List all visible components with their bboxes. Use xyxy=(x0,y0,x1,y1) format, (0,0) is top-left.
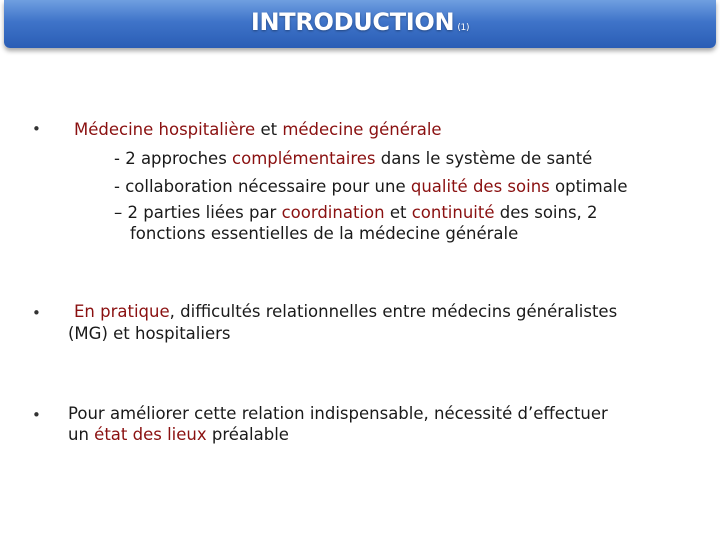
plain-text: et xyxy=(255,120,283,139)
emphasis-text: médecine générale xyxy=(282,120,442,139)
slide-title-text: INTRODUCTION xyxy=(250,8,455,36)
emphasis-text: Médecine hospitalière xyxy=(74,120,256,139)
bullet-1-line-2 xyxy=(114,173,628,201)
plain-text: dans le système de santé xyxy=(375,149,593,168)
plain-text: - collaboration nécessaire pour une xyxy=(114,177,411,196)
emphasis-text: continuité xyxy=(411,203,495,222)
plain-text: un xyxy=(68,425,95,444)
plain-text: (MG) et hospitaliers xyxy=(68,324,231,343)
emphasis-text: complémentaires xyxy=(232,149,376,168)
bullet-marker-1: • xyxy=(32,120,41,138)
plain-text: – 2 parties liées par xyxy=(114,203,282,222)
slide-title-note: (1) xyxy=(457,23,470,33)
emphasis-text: état des lieux xyxy=(94,425,207,444)
emphasis-text: coordination xyxy=(281,203,385,222)
bullet-marker-2: • xyxy=(32,304,41,322)
plain-text: - 2 approches xyxy=(114,149,233,168)
plain-text: préalable xyxy=(206,425,289,444)
emphasis-text: qualité des soins xyxy=(410,177,550,196)
bullet-1-line-1 xyxy=(114,145,592,173)
emphasis-text: En pratique xyxy=(74,302,170,321)
plain-text: des soins, 2 xyxy=(494,203,598,222)
bullet-1-heading xyxy=(74,116,442,144)
plain-text: optimale xyxy=(549,177,628,196)
plain-text: et xyxy=(384,203,412,222)
bullet-2-line-2 xyxy=(68,320,231,348)
bullet-3-line-2 xyxy=(68,421,289,449)
bullet-1-line-4 xyxy=(130,220,518,248)
plain-text: fonctions essentielles de la médecine générale xyxy=(130,224,519,243)
bullet-marker-3: • xyxy=(32,406,41,424)
plain-text: , difficultés relationnelles entre médecins généralistes xyxy=(169,302,618,321)
plain-text: Pour améliorer cette relation indispensable, nécessité d’effectuer xyxy=(68,404,608,423)
